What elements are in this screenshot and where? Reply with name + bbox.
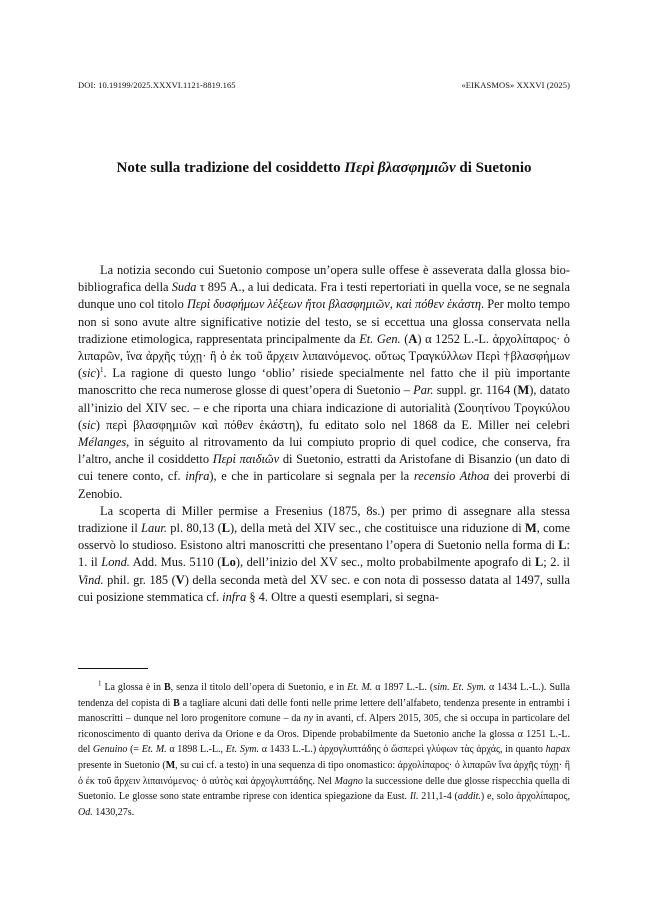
doi-text: DOI: 10.19199/2025.XXXVI.1121-8819.165 <box>78 80 236 90</box>
paragraph-2 <box>78 503 570 606</box>
text-run: Et. M. <box>141 744 167 756</box>
text-run: 1 <box>98 679 102 688</box>
text-run: Mélanges <box>78 435 127 450</box>
text-run: La notizia secondo cui Suetonio compose un’opera sulle offese è asseverata dalla glossa bio-bibliografica della <box>78 263 570 295</box>
text-run: recensio Athoa <box>413 469 490 484</box>
text-run: Suda <box>171 280 197 295</box>
text-run: Par. <box>413 383 434 398</box>
text-run: suppl. gr. 1164 ( <box>433 383 518 398</box>
text-run: sim. Et. Sym. <box>433 682 487 693</box>
text-run: , in séguito al ritrovamento da lui compiuto proprio di quel codice, che conserva, fra l’altro, anche il cosiddetto <box>78 435 570 467</box>
text-run: Περὶ δυσφήμων λέξεων ἤτοι βλασφημιῶν, καὶ πόθεν ἑκάστη <box>186 297 482 312</box>
title-prefix: Note sulla tradizione del cosiddetto <box>116 160 345 176</box>
text-run: sic <box>82 417 96 432</box>
text-run: ) <box>95 366 101 381</box>
text-run: , su cui cf. a testo) in una sequenza di tipo onomastico: ἀρχολίπαρος· ὁ λιπαρῶν ἵνα ἀρχῆς τύχῃ· ἢ ὁ ἐκ τοῦ ἄρχειν λιπαινόμενος· ὁ αὐτὸς καὶ ἀρχογλυπτάδης. Nel <box>78 759 570 787</box>
text-run: Et. Sym. <box>225 744 259 756</box>
footnote-1 <box>78 680 570 820</box>
text-run: addit. <box>457 791 481 803</box>
text-run: 211,1-4 ( <box>418 791 458 803</box>
text-run: : 1. il <box>78 538 570 570</box>
text-run: Laur. <box>141 521 167 536</box>
text-run: di Suetonio, estratti da Aristofane di Bisanzio (un dato di cui tenere conto, cf. <box>78 452 570 484</box>
footnote <box>78 680 570 820</box>
text-run: M <box>165 759 176 771</box>
text-run: α 1897 L.-L. ( <box>372 682 434 693</box>
text-run: ) περὶ βλασφημιῶν καὶ πόθεν ἑκάστη), fu editato solo nel 1868 da E. Miller nei celebri <box>95 417 570 432</box>
text-run: Et. Gen. <box>359 331 401 346</box>
text-run: sic <box>82 366 96 381</box>
text-run: B <box>173 697 180 709</box>
text-run: , come osservò lo studioso. Esistono altri manoscritti che presentano l’opera di Suetonio nella forma di <box>78 521 570 553</box>
text-run: Lond. <box>101 555 130 570</box>
footnote-rule <box>78 668 148 669</box>
text-run: ) e, solo ἀρχολίπαρος, <box>480 791 570 803</box>
text-run: (= <box>127 744 142 756</box>
text-run: . La ragione di questo lungo ‘oblio’ risiede specialmente nel fatto che il più importante manoscritto che reca numerose glosse di quest’opera di Suetonio – <box>78 366 570 398</box>
text-run: Περὶ παιδιῶν <box>212 452 280 467</box>
text-run: α 1898 L.-L., <box>166 744 226 756</box>
text-run: ), datato all’inizio del XIV sec. – e che riporta una chiara indicazione di autorialità (Σουητίνου Τρογκύλου ( <box>78 383 570 432</box>
title-greek: Περὶ βλασφημιῶν <box>344 160 456 176</box>
text-run: ny <box>303 713 314 725</box>
text-run: Lo <box>221 555 236 570</box>
text-run: Add. Mus. 5110 ( <box>129 555 222 570</box>
text-run: La glossa è in <box>101 682 164 693</box>
text-run: L <box>558 538 567 553</box>
text-run: Magno <box>334 775 363 787</box>
text-run: M <box>517 383 530 398</box>
text-run: L <box>535 555 544 570</box>
text-run: Vind. <box>78 572 104 587</box>
text-run: ), e che in particolare si segnala per la <box>209 469 414 484</box>
text-run: pl. 80,13 ( <box>166 521 222 536</box>
text-run: α 1434 L.-L.). Sulla tendenza del copista di <box>78 682 570 709</box>
text-run: La scoperta di Miller permise a Fresenius (1875, 8s.) per primo di assegnare alla stessa tradizione il <box>78 503 570 536</box>
text-run: L <box>221 521 231 536</box>
journal-text: «EIKASMOS» XXXVI (2025) <box>461 80 570 90</box>
text-run: Il. <box>409 791 419 803</box>
text-run: ) α 1252 L.-L. ἀρχολίπαρος· ὁ λιπαρῶν, ἵνα ἀρχῆς τύχῃ· ἢ ὁ ἐκ τοῦ ἄρχειν λιπαινόμενος. οὕτως Τραγκύλλων Περὶ †βλασφήμων ( <box>78 331 571 381</box>
text-run: ( <box>400 331 409 346</box>
text-run: V <box>175 572 185 587</box>
title-suffix: di Suetonio <box>455 160 532 176</box>
text-run: la successione delle due glosse rispecchia quella di Suetonio. Le glosse sono state entrambe riprese con identica spiegazione da Eust. <box>78 775 570 803</box>
text-run: ; 2. il <box>543 555 570 570</box>
text-run: ) della seconda metà del XV sec. e con nota di possesso datata al 1497, sulla cui posizione stemmatica cf. <box>78 572 570 604</box>
text-run: infra <box>222 589 247 604</box>
body-text <box>78 262 570 606</box>
text-run: ), della metà del XIV sec., che costituisce una riduzione di <box>230 521 526 536</box>
text-run: B <box>164 682 171 693</box>
paragraph-1 <box>78 262 570 503</box>
text-run: A <box>408 331 418 346</box>
text-run: τ 895 A., a lui dedicata. Fra i testi repertoriati in quella voce, se ne segnala dunque uno col titolo <box>78 280 570 312</box>
text-run: Genuino <box>92 744 128 756</box>
text-run: dei proverbi di Zenobio. <box>78 469 571 501</box>
text-run: α 1433 L.-L.) ἀρχογλυπτάδης ὁ ὥσπερεὶ γλύφων τὰς ἀρχάς, in quanto <box>259 744 546 756</box>
text-run: ), dell’inizio del XV sec., molto probabilmente apografo di <box>235 555 535 570</box>
text-run: in avanti, cf. Alpers 2015, 305, che si occupa in particolare del riconoscimento di quanto deriva da Orione e da Oros. Dipende probabilmente da Suetonio anche la glossa α 1251 L.-L. del <box>78 713 570 756</box>
text-run: , senza il titolo dell’opera di Suetonio, e in <box>170 682 348 693</box>
text-run: § 4. Oltre a questi esemplari, si segna- <box>246 589 439 604</box>
text-run: . Per molto tempo non si sono avute altre significative notizie del testo, se si eccettua una glossa conservata nella tradizione etimologica, rappresentata principalmente da <box>78 297 570 346</box>
text-run: 1 <box>100 366 104 375</box>
text-run: Od. <box>78 806 93 818</box>
text-run: hapax <box>545 744 571 756</box>
text-run: presente in Suetonio ( <box>78 759 166 771</box>
text-run: phil. gr. 185 ( <box>103 572 176 587</box>
text-run: M <box>525 521 537 536</box>
text-run: Et. M. <box>347 682 373 693</box>
article-title <box>78 160 570 177</box>
text-run: infra <box>185 469 210 484</box>
running-header <box>78 80 570 90</box>
text-run: 1430,27s. <box>92 806 135 818</box>
text-run: a tagliare alcuni dati delle fonti nelle prime lettere dell’alfabeto, tendenza presente in entrambi i manoscritti – dunque nel loro progenitore comune – da <box>78 697 570 725</box>
